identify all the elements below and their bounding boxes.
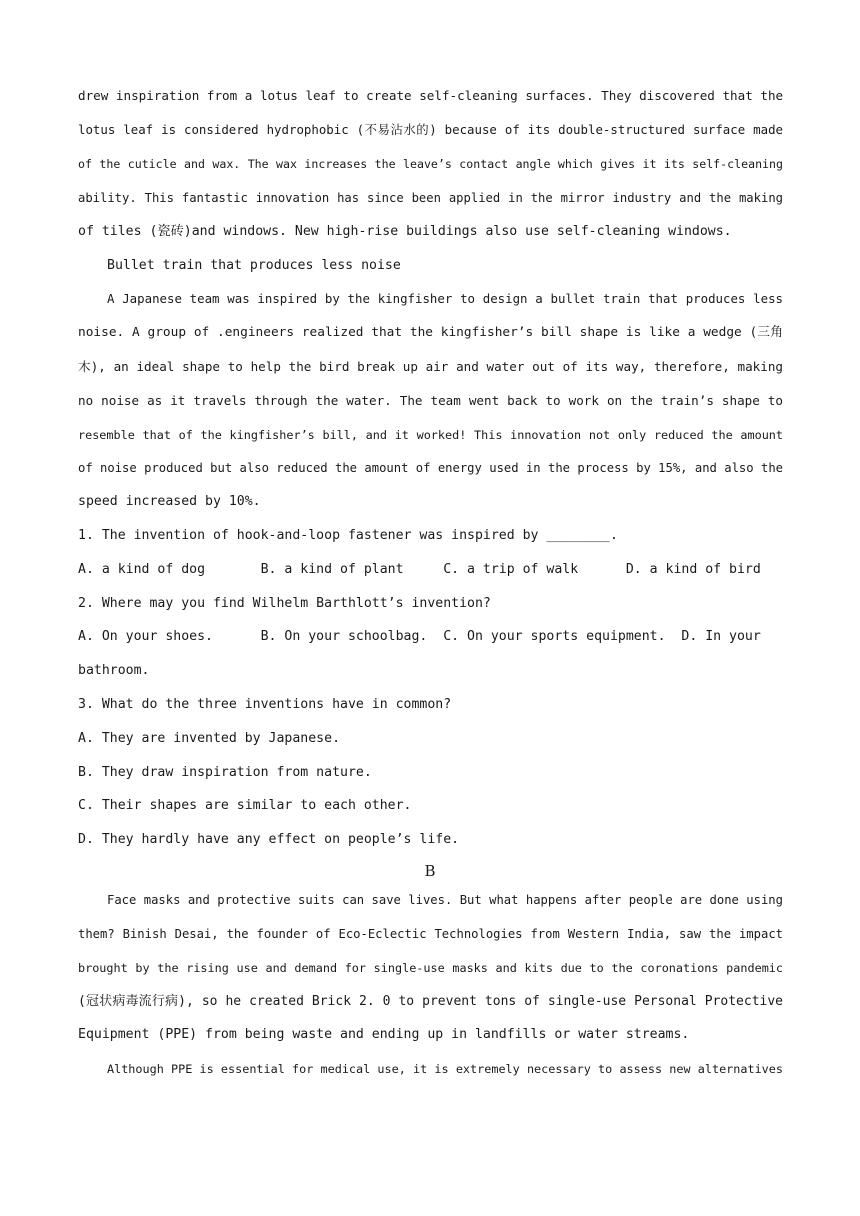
passage-line: resemble that of the kingfisher’s bill, and it worked! This innovation not only reduced the amount — [78, 428, 783, 442]
passage-line: of noise produced but also reduced the amount of energy used in the process by 15%, and also the — [78, 461, 783, 475]
question-option: D. They hardly have any effect on people’s life. — [78, 832, 460, 847]
question-stem: 2. Where may you find Wilhelm Barthlott’s invention? — [78, 596, 491, 611]
section-heading: B — [424, 862, 436, 880]
question-option: B. They draw inspiration from nature. — [78, 765, 372, 780]
passage-line: no noise as it travels through the water. The team went back to work on the train’s shape to — [78, 393, 783, 408]
passage-line: 木), an ideal shape to help the bird break up air and water out of its way, therefore, making — [78, 359, 783, 374]
passage-line: ability. This fantastic innovation has since been applied in the mirror industry and the making — [78, 191, 783, 205]
question-options: bathroom. — [78, 663, 150, 678]
passage-line: noise. A group of .engineers realized that the kingfisher’s bill shape is like a wedge (三角 — [78, 325, 783, 340]
passage-line: of tiles (瓷砖)and windows. New high-rise buildings also use self-cleaning windows. — [78, 224, 732, 239]
question-options: A. On your shoes. B. On your schoolbag. C. On your sports equipment. D. In your — [78, 629, 761, 644]
passage-line: of the cuticle and wax. The wax increases the leave’s contact angle which gives it its self-cleaning — [78, 157, 783, 171]
question-options: A. a kind of dog B. a kind of plant C. a trip of walk D. a kind of bird — [78, 562, 761, 577]
passage-line: (冠状病毒流行病), so he created Brick 2. 0 to prevent tons of single-use Personal Protective — [78, 994, 783, 1009]
question-stem: 1. The invention of hook-and-loop fastener was inspired by ________. — [78, 528, 618, 543]
passage-line: them? Binish Desai, the founder of Eco-Eclectic Technologies from Western India, saw the impact — [78, 927, 783, 941]
passage-line: A Japanese team was inspired by the kingfisher to design a bullet train that produces less — [107, 291, 783, 306]
question-stem: 3. What do the three inventions have in common? — [78, 697, 452, 712]
passage-line: lotus leaf is considered hydrophobic (不易沾水的) because of its double-structured surface made — [78, 122, 783, 137]
passage-line: Although PPE is essential for medical use, it is extremely necessary to assess new alternatives — [107, 1062, 783, 1076]
passage-line: speed increased by 10%. — [78, 494, 261, 509]
subheading: Bullet train that produces less noise — [107, 258, 401, 273]
passage-line: Equipment (PPE) from being waste and ending up in landfills or water streams. — [78, 1027, 690, 1042]
question-option: C. Their shapes are similar to each other. — [78, 798, 412, 813]
passage-line: Face masks and protective suits can save lives. But what happens after people are done using — [107, 893, 783, 907]
passage-line: brought by the rising use and demand for single-use masks and kits due to the coronations pandemic — [78, 961, 783, 975]
passage-line: drew inspiration from a lotus leaf to create self-cleaning surfaces. They discovered that the — [78, 88, 784, 103]
question-option: A. They are invented by Japanese. — [78, 731, 341, 746]
